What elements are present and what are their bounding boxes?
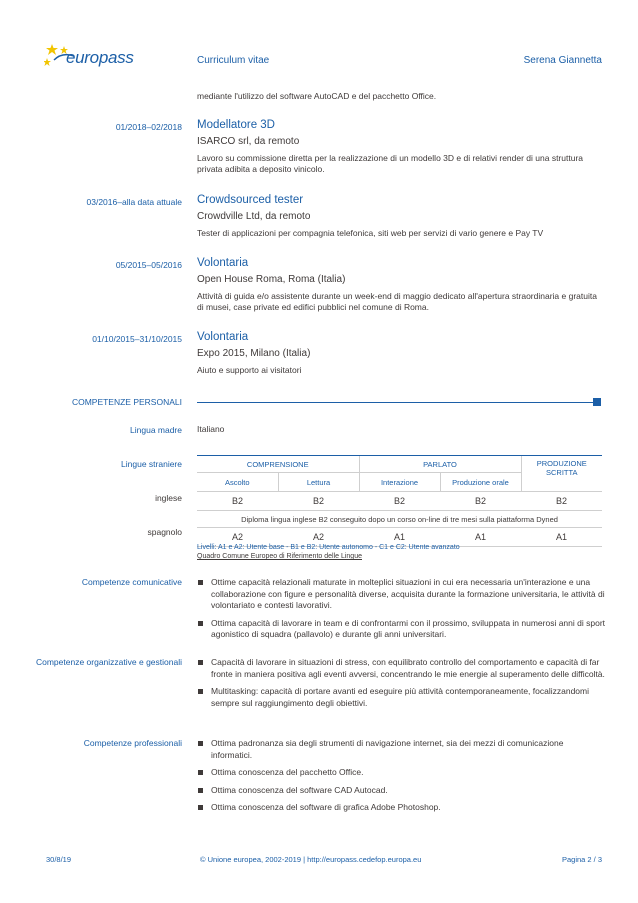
- job-entry: [197, 330, 605, 376]
- list-item: Ottima capacità di lavorare in team e di confrontarmi con il prossimo, sviluppata in numerosi anni di sport agonistico di squadra (pallavolo) e durante gli anni universitari.: [197, 618, 605, 641]
- list-item: Ottima conoscenza del software CAD Autocad.: [197, 785, 605, 797]
- skill-list-professional: [197, 738, 605, 820]
- level-cell: A2: [312, 532, 324, 542]
- language-name: inglese: [155, 493, 182, 503]
- section-divider: [197, 402, 593, 403]
- skill-label-communication: Competenze comunicative: [81, 577, 182, 587]
- header-produzione-scritta: PRODUZIONE SCRITTA: [521, 456, 602, 492]
- job-entry: [197, 193, 605, 239]
- job-description: Attività di guida e/o assistente durante un week-end di maggio dedicato all'apertura straordinaria e gratuita di musei, case private ed edifici pubblici nel comune di Roma.: [197, 291, 597, 312]
- language-name: spagnolo: [147, 527, 182, 537]
- mother-tongue-value: Italiano: [197, 424, 225, 434]
- level-cell: A2: [231, 532, 243, 542]
- job-employer: Crowdville Ltd, da remoto: [197, 211, 311, 222]
- cv-label: Curriculum vitae: [197, 55, 270, 66]
- header-comprensione: COMPRENSIONE: [197, 456, 359, 473]
- job-description: Lavoro su commissione diretta per la realizzazione di un modello 3D e di relativi render di una struttura privata adibita a deposito vinicolo.: [197, 153, 583, 174]
- list-item: Capacità di lavorare in situazioni di stress, con equilibrato controllo del comportamento e capacità di far fronte in maniera positiva agli eventi avversi, concentrando le mie energie al superamento delle difficoltà.: [197, 657, 605, 680]
- job-title: Volontaria: [197, 331, 249, 343]
- list-item: Multitasking: capacità di portare avanti ed eseguire più attività contemporaneamente, focalizzandomi sempre sul raggiungimento degli obiettivi.: [197, 686, 605, 709]
- table-row: [197, 456, 602, 473]
- header-produzione-orale: Produzione orale: [440, 473, 521, 492]
- cefr-framework-link[interactable]: Quadro Comune Europeo di Riferimento delle Lingue: [197, 553, 362, 560]
- languages-table: [197, 455, 602, 547]
- job-description: Tester di applicazioni per compagnia telefonica, siti web per servizi di vario genere e Pay TV: [197, 228, 544, 238]
- job-date: 01/2018–02/2018: [115, 122, 182, 132]
- list-item: Ottime capacità relazionali maturate in molteplici situazioni in cui era necessaria un'interazione e una collaborazione con figure e personalità diverse, acquisita durante la formazione universitaria, le attività di volontariato e contesti lavorativi.: [197, 577, 605, 612]
- level-cell: A1: [555, 532, 567, 542]
- job-employer: ISARCO srl, da remoto: [197, 136, 300, 147]
- job-date: 03/2016–alla data attuale: [86, 197, 182, 207]
- list-item: Ottima conoscenza del pacchetto Office.: [197, 767, 605, 779]
- footer-date: 30/8/19: [46, 855, 72, 864]
- foreign-languages-label: Lingue straniere: [121, 459, 182, 469]
- level-cell: B2: [231, 496, 243, 506]
- mother-tongue-label: Lingua madre: [130, 425, 182, 435]
- level-cell: B2: [393, 496, 405, 506]
- skill-label-organizational: Competenze organizzative e gestionali: [35, 657, 182, 667]
- cv-owner-name: Serena Giannetta: [523, 55, 602, 66]
- job-entry: [197, 118, 605, 175]
- logo-text: europass: [66, 48, 134, 67]
- list-item: Ottima conoscenza del software di grafica Adobe Photoshop.: [197, 802, 605, 814]
- header-parlato: PARLATO: [359, 456, 521, 473]
- level-cell: B2: [312, 496, 324, 506]
- job-employer: Open House Roma, Roma (Italia): [197, 274, 346, 285]
- list-item: Ottima padronanza sia degli strumenti di navigazione internet, sia dei mezzi di comunicazione informatici.: [197, 738, 605, 761]
- job-employer: Expo 2015, Milano (Italia): [197, 348, 311, 359]
- job-date: 05/2015–05/2016: [115, 260, 182, 270]
- header-ascolto: Ascolto: [197, 473, 278, 492]
- skill-label-professional: Competenze professionali: [83, 738, 182, 748]
- table-row: [197, 492, 602, 511]
- level-cell: A1: [393, 532, 405, 542]
- footer-copyright[interactable]: © Unione europea, 2002-2019 | http://europass.cedefop.europa.eu: [200, 855, 422, 864]
- job-description: Aiuto e supporto ai visitatori: [197, 365, 302, 375]
- skill-list-communication: [197, 577, 605, 647]
- europass-logo: [44, 42, 134, 74]
- footer-page-number: Pagina 2 / 3: [561, 855, 602, 864]
- level-cell: A1: [474, 532, 486, 542]
- header-interazione: Interazione: [359, 473, 440, 492]
- job-date: 01/10/2015–31/10/2015: [92, 334, 182, 344]
- language-note: Diploma lingua inglese B2 conseguito dopo un corso on-line di tre mesi sulla piattaforma Dyned: [197, 511, 602, 528]
- level-cell: B2: [555, 496, 567, 506]
- job-title: Modellatore 3D: [197, 119, 275, 131]
- table-row: [197, 511, 602, 528]
- header-lettura: Lettura: [278, 473, 359, 492]
- levels-legend: Livelli: A1 e A2: Utente base - B1 e B2: Utente autonomo - C1 e C2: Utente avanzato: [197, 544, 460, 551]
- job-entry: [197, 256, 605, 313]
- job-title: Volontaria: [197, 257, 249, 269]
- section-divider-square: [593, 398, 601, 406]
- section-title-personal-skills: COMPETENZE PERSONALI: [71, 397, 182, 407]
- skill-list-organizational: [197, 657, 605, 715]
- intro-line: mediante l'utilizzo del software AutoCAD e del pacchetto Office.: [197, 91, 437, 101]
- level-cell: B2: [474, 496, 486, 506]
- job-title: Crowdsourced tester: [197, 194, 304, 206]
